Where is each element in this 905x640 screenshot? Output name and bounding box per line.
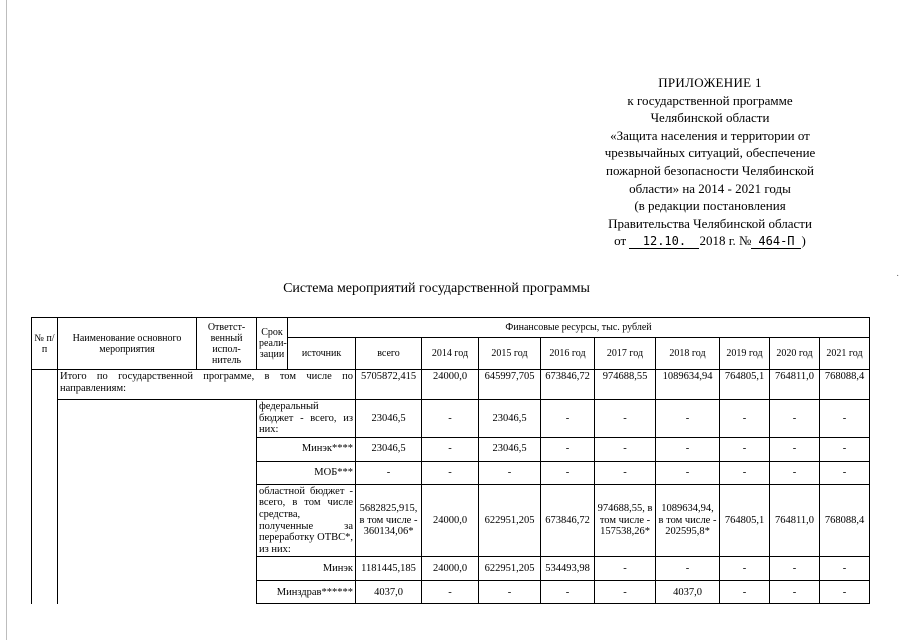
year-cell: - <box>720 581 770 604</box>
source-cell: Минэк <box>257 557 356 581</box>
sum-cell: 23046,5 <box>356 437 422 461</box>
year-cell: - <box>422 461 479 484</box>
year-cell: 24000,0 <box>422 557 479 581</box>
header-total: всего <box>356 338 422 370</box>
sum-cell: 5682825,915, в том числе - 360134,06* <box>356 484 422 557</box>
year-cell: - <box>656 557 720 581</box>
year-cell: 1089634,94, в том числе - 202595,8* <box>656 484 720 557</box>
appendix-block <box>560 74 860 250</box>
total-year: 764811,0 <box>770 370 820 400</box>
appendix-line: чрезвычайных ситуаций, обеспечение <box>604 145 816 161</box>
total-year: 24000,0 <box>422 370 479 400</box>
appendix-line: (в редакции постановления <box>634 198 786 214</box>
year-cell: - <box>820 400 870 438</box>
year-cell: 764805,1 <box>720 484 770 557</box>
year-cell: - <box>422 400 479 438</box>
appendix-date-line <box>560 232 860 250</box>
year-cell: - <box>770 461 820 484</box>
year-cell: - <box>479 581 541 604</box>
header-year: 2021 год <box>820 338 870 370</box>
year-cell: 534493,98 <box>541 557 595 581</box>
sum-cell: 4037,0 <box>356 581 422 604</box>
year-cell: - <box>541 461 595 484</box>
year-cell: - <box>595 437 656 461</box>
source-cell: Минэк**** <box>257 437 356 461</box>
source-cell: областной бюджет - всего, в том числе средства, полученные за переработку ОТВС*, из них: <box>257 484 356 557</box>
header-year: 2015 год <box>479 338 541 370</box>
sum-cell: - <box>356 461 422 484</box>
year-cell: - <box>422 437 479 461</box>
scan-mark: ˙ <box>896 274 900 285</box>
year-cell: - <box>541 437 595 461</box>
appendix-line: области» на 2014 - 2021 годы <box>629 180 791 196</box>
date-suffix: ) <box>801 233 806 249</box>
total-year: 645997,705 <box>479 370 541 400</box>
name-cell <box>58 400 257 604</box>
year-cell: - <box>820 557 870 581</box>
year-cell: - <box>422 581 479 604</box>
source-cell: федеральный бюджет - всего, из них: <box>257 400 356 438</box>
total-year: 768088,4 <box>820 370 870 400</box>
year-cell: - <box>770 557 820 581</box>
appendix-line: Правительства Челябинской области <box>608 215 812 231</box>
year-cell: - <box>656 461 720 484</box>
header-year: 2014 год <box>422 338 479 370</box>
year-cell: 768088,4 <box>820 484 870 557</box>
year-cell: 764811,0 <box>770 484 820 557</box>
total-year: 673846,72 <box>541 370 595 400</box>
header-year: 2018 год <box>656 338 720 370</box>
total-year: 1089634,94 <box>656 370 720 400</box>
total-sum: 5705872,415 <box>356 370 422 400</box>
document-title <box>0 280 905 298</box>
year-cell: 622951,205 <box>479 557 541 581</box>
year-cell: - <box>720 557 770 581</box>
sum-cell: 1181445,185 <box>356 557 422 581</box>
total-label: Итого по государственной программе, в том числе по направлениям: <box>58 370 356 400</box>
year-cell: 23046,5 <box>479 437 541 461</box>
num-cell <box>32 370 58 604</box>
date-prefix: от <box>614 233 627 249</box>
year-cell: 673846,72 <box>541 484 595 557</box>
year-cell: - <box>595 400 656 438</box>
year-cell: - <box>820 581 870 604</box>
year-cell: 23046,5 <box>479 400 541 438</box>
year-cell: - <box>770 581 820 604</box>
header-year: 2020 год <box>770 338 820 370</box>
appendix-line: «Защита населения и территории от <box>610 127 810 143</box>
page-edge-line <box>6 0 7 640</box>
header-num: № п/п <box>32 318 58 370</box>
appendix-title: ПРИЛОЖЕНИЕ 1 <box>658 75 762 90</box>
total-year: 764805,1 <box>720 370 770 400</box>
source-cell: МОБ*** <box>257 461 356 484</box>
header-name: Наименование основного мероприятия <box>58 318 197 370</box>
year-cell: - <box>541 400 595 438</box>
year-cell: - <box>656 437 720 461</box>
appendix-line: пожарной безопасности Челябинской <box>605 162 814 178</box>
header-responsible: Ответст-венный испол-нитель <box>197 318 257 370</box>
appendix-line: Челябинской области <box>650 110 770 126</box>
decree-number-field: 464-П <box>751 235 801 249</box>
year-cell: - <box>656 400 720 438</box>
year-cell: - <box>541 581 595 604</box>
header-finance: Финансовые ресурсы, тыс. рублей <box>288 318 870 338</box>
year-cell: - <box>720 437 770 461</box>
year-cell: - <box>820 461 870 484</box>
year-cell: 24000,0 <box>422 484 479 557</box>
sum-cell: 23046,5 <box>356 400 422 438</box>
header-year: 2016 год <box>541 338 595 370</box>
total-year: 974688,55 <box>595 370 656 400</box>
year-cell: - <box>770 437 820 461</box>
header-term: Срок реали-зации <box>257 318 288 370</box>
year-cell: - <box>770 400 820 438</box>
year-cell: - <box>720 461 770 484</box>
source-cell: Минздрав****** <box>257 581 356 604</box>
year-cell: - <box>820 437 870 461</box>
year-cell: 4037,0 <box>656 581 720 604</box>
table-row-total <box>32 370 870 400</box>
year-cell: - <box>479 461 541 484</box>
measures-table <box>31 317 870 604</box>
date-year: 2018 г. № <box>699 233 752 249</box>
year-cell: - <box>595 557 656 581</box>
header-year: 2017 год <box>595 338 656 370</box>
year-cell: - <box>720 400 770 438</box>
year-cell: 974688,55, в том числе - 157538,26* <box>595 484 656 557</box>
header-source: источник <box>288 338 356 370</box>
year-cell: 622951,205 <box>479 484 541 557</box>
table-row <box>32 400 870 438</box>
year-cell: - <box>595 581 656 604</box>
date-field: 12.10. <box>629 235 699 249</box>
header-year: 2019 год <box>720 338 770 370</box>
appendix-line: к государственной программе <box>627 92 793 108</box>
year-cell: - <box>595 461 656 484</box>
document-title-text: Система мероприятий государственной программы <box>283 281 590 296</box>
